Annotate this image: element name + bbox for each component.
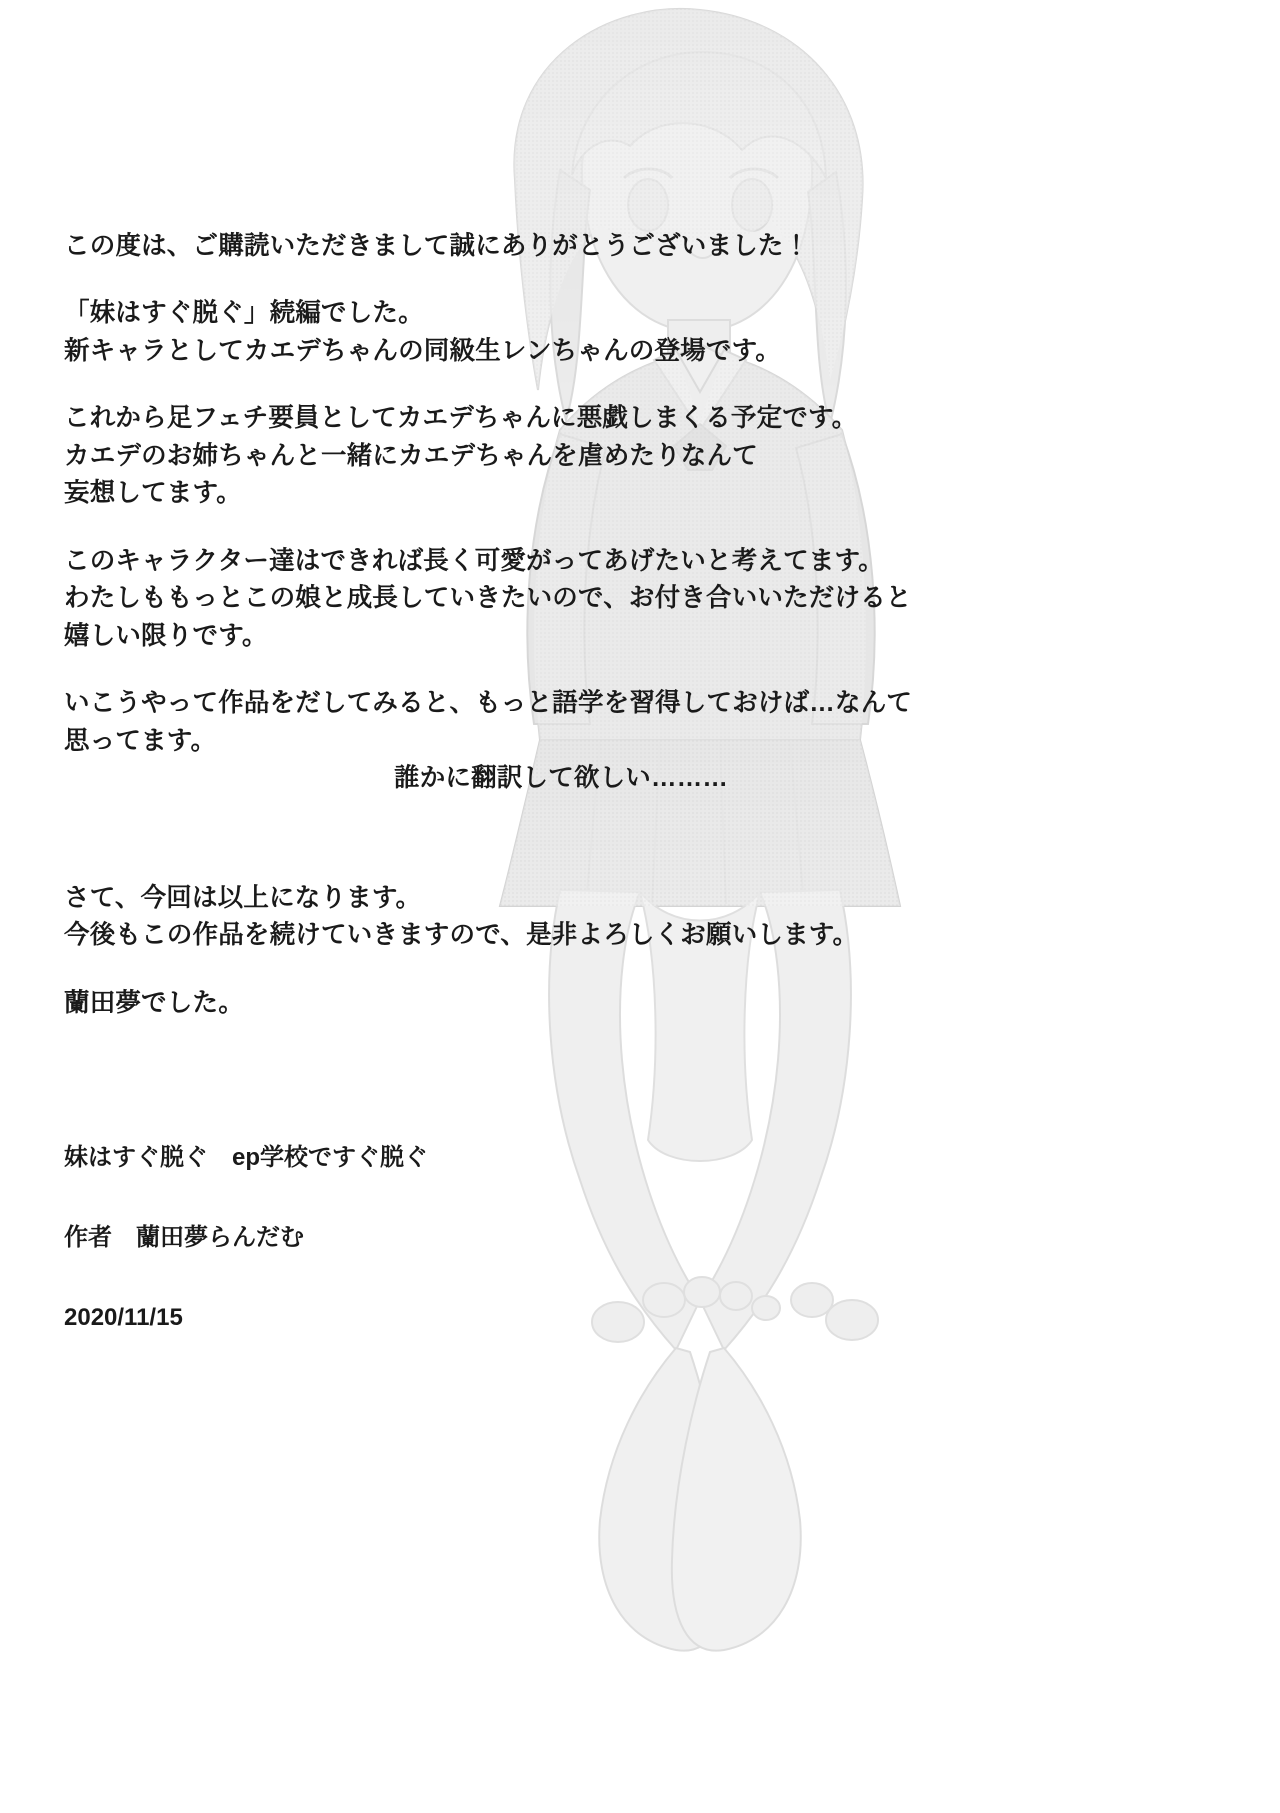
paragraph-closing [64, 880, 1224, 955]
colophon-author: 作者 蘭田夢らんだむ [64, 1224, 304, 1251]
text-line: 新キャラとしてカエデちゃんの同級生レンちゃんの登場です。 [64, 336, 781, 365]
text-line: カエデのお姉ちゃんと一緒にカエデちゃんを虐めたりなんて [64, 441, 758, 470]
paragraph-characters [64, 543, 1224, 655]
text-line: 妄想してます。 [64, 479, 242, 508]
paragraph-sequel-note [64, 295, 1224, 370]
paragraph-greeting [64, 228, 1224, 265]
paragraph-language [64, 685, 1224, 797]
colophon-date: 2020/11/15 [64, 1304, 183, 1331]
vertical-spacer [64, 828, 1224, 880]
text-line-indented: 誰かに翻訳して欲しい……… [394, 764, 729, 793]
colophon-title: 妹はすぐ脱ぐ ep学校ですぐ脱ぐ [64, 1144, 429, 1171]
text-line: 蘭田夢でした。 [64, 988, 244, 1017]
text-line: わたしももっとこの娘と成長していきたいので、お付き合いいただけると [64, 584, 912, 613]
text-line: この度は、ご購読いただきまして誠にありがとうございました！ [64, 232, 810, 260]
text-line: 思ってます。 [64, 726, 217, 755]
text-line: 嬉しい限りです。 [64, 621, 268, 650]
text-line: これから足フェチ要員としてカエデちゃんに悪戯しまくる予定です。 [64, 404, 858, 433]
text-line: このキャラクター達はできれば長く可愛がってあげたいと考えてます。 [64, 546, 884, 575]
colophon [64, 1140, 1064, 1336]
text-line: いこうやって作品をだしてみると、もっと語学を習得しておけば…なんて [64, 689, 913, 718]
paragraph-plans [64, 400, 1224, 512]
text-line: 今後もこの作品を続けていきますので、是非よろしくお願いします。 [64, 921, 859, 950]
paragraph-signature [64, 985, 1224, 1022]
text-line: さて、今回は以上になります。 [64, 883, 422, 912]
afterword-text [64, 228, 1224, 1052]
text-line: 「妹はすぐ脱ぐ」続編でした。 [64, 299, 424, 328]
